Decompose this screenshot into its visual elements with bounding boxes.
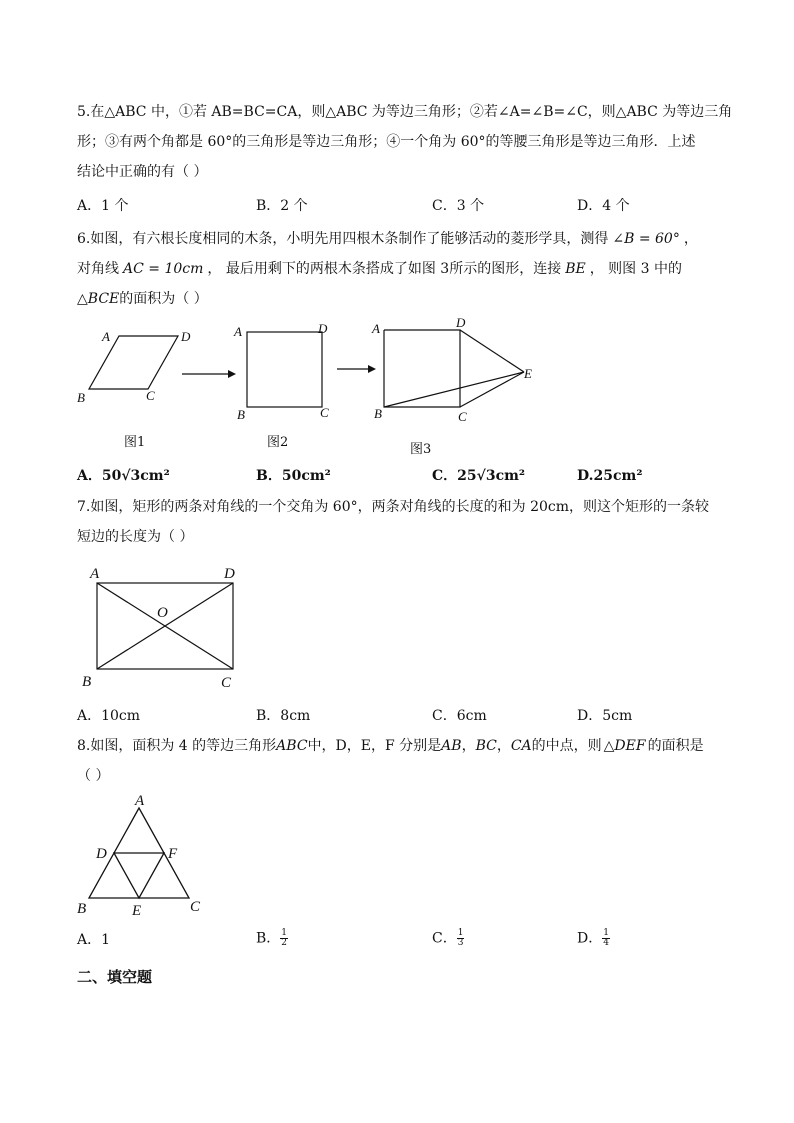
q8-label-c: C xyxy=(190,899,201,915)
q7-line-1: 7.如图，矩形的两条对角线的一个交角为 60°，两条对角线的长度的和为 20cm，则这个矩形的一条较 xyxy=(77,499,710,515)
fig2-label-a: A xyxy=(234,324,242,339)
q8-line-1 xyxy=(77,737,704,755)
q6-line-1-text: 6.如图，有六根长度相同的木条，小明先用四根木条制作了能够活动的菱形学具，测得 xyxy=(77,231,609,247)
fig3-label-a: A xyxy=(372,321,380,336)
q6-fig2-caption: 图2 xyxy=(267,435,289,450)
segment-be xyxy=(384,372,524,407)
q6-line-2-end: ， 则图 3 中的 xyxy=(589,261,682,277)
q6-line-1-comma: ， xyxy=(683,231,698,247)
q8-option-c xyxy=(432,929,464,948)
q5-option-c: C．3 个 xyxy=(432,198,485,214)
frac-den: 3 xyxy=(457,938,464,948)
q8-triangle-figure xyxy=(72,791,212,921)
q6-fig3-caption: 图3 xyxy=(410,442,432,457)
segment-ce xyxy=(460,372,524,407)
frac-num: 1 xyxy=(457,928,464,938)
fig3-label-e: E xyxy=(524,366,532,381)
q8-seg-bc: BC xyxy=(475,738,497,754)
q6-line-2-text: 对角线 xyxy=(77,261,119,277)
q8-option-d-prefix: D． xyxy=(577,930,603,947)
square-shape xyxy=(247,332,322,407)
q6-line-2-middle: ， 最后用剩下的两根木条搭成了如图 3所示的图形，连接 xyxy=(207,261,562,277)
q6-line-3-text: 的面积为（ ） xyxy=(119,291,208,307)
fig1-label-c: C xyxy=(146,388,155,403)
fig2-label-d: D xyxy=(318,321,328,336)
q6-figure-2-square xyxy=(228,318,338,428)
fig2-label-c: C xyxy=(320,405,329,420)
q6-line-3 xyxy=(77,290,208,308)
q5-option-a: A．1 个 xyxy=(77,198,129,214)
q5-line-1: 5.在△ABC 中，①若 AB=BC=CA，则△ABC 为等边三角形；②若∠A=∠B=∠C，则△ABC 为等边三角 xyxy=(77,104,733,120)
q8-line-2: （ ） xyxy=(77,768,110,784)
q8-text-e: 的中点，则 xyxy=(531,738,602,754)
q6-figure-3 xyxy=(370,315,540,425)
fig3-label-d: D xyxy=(456,315,466,330)
fig1-label-b: B xyxy=(77,390,85,405)
q5-line-3: 结论中正确的有（ ） xyxy=(77,164,208,180)
q8-option-c-prefix: C． xyxy=(432,930,457,947)
fig2-label-b: B xyxy=(237,407,245,422)
q7-label-b: B xyxy=(82,674,92,690)
q5-option-b: B．2 个 xyxy=(256,198,308,214)
q8-option-a: A．1 xyxy=(77,932,111,948)
q6-option-d: D.25cm² xyxy=(577,468,643,484)
q6-fig1-caption: 图1 xyxy=(124,435,146,450)
q8-text-f: 的面积是 xyxy=(647,738,704,754)
q8-label-e: E xyxy=(132,903,142,919)
frac-num: 1 xyxy=(603,928,609,938)
triangle-def xyxy=(114,853,164,898)
fig1-label-a: A xyxy=(102,329,110,344)
q7-label-o: O xyxy=(157,605,168,621)
section-heading-fill-in: 二、填空题 xyxy=(77,968,153,986)
segment-de xyxy=(460,330,524,372)
q8-triangle-def: △DEF xyxy=(603,738,646,754)
fig3-label-c: C xyxy=(458,409,467,424)
frac-den: 2 xyxy=(281,938,288,948)
q6-segment-be: BE xyxy=(565,261,586,277)
q8-text-d: ， xyxy=(496,738,511,754)
square-abcd xyxy=(384,330,460,407)
q8-seg-ab: AB xyxy=(441,738,462,754)
q7-option-c: C．6cm xyxy=(432,708,487,724)
q6-triangle-bce: △BCE xyxy=(77,291,120,307)
q7-label-c: C xyxy=(221,675,232,691)
q7-rectangle-figure xyxy=(80,563,250,693)
q7-option-a: A．10cm xyxy=(77,708,141,724)
q6-line-2 xyxy=(77,260,682,278)
q8-text-c: ， xyxy=(461,738,476,754)
q7-line-2: 短边的长度为（ ） xyxy=(77,529,194,545)
q8-fraction-one-third xyxy=(457,929,465,948)
q8-fraction-one-quarter xyxy=(602,929,610,948)
q6-option-a: A．50√3cm² xyxy=(77,468,170,484)
q8-option-b xyxy=(256,929,288,948)
q5-line-2: 形；③有两个角都是 60°的三角形是等边三角形；④一个角为 60°的等腰三角形是等边三角形．上述 xyxy=(77,134,696,150)
q8-label-a: A xyxy=(135,793,145,809)
q7-label-d: D xyxy=(224,566,235,582)
frac-num: 1 xyxy=(281,928,288,938)
q8-option-d xyxy=(577,929,610,948)
q6-line-1 xyxy=(77,230,698,248)
q8-option-b-prefix: B． xyxy=(256,930,281,947)
q8-label-d: D xyxy=(96,846,107,862)
q8-text-b: 中，D，E，F 分别是 xyxy=(307,738,442,754)
q8-triangle-abc: ABC xyxy=(276,738,308,754)
frac-den: 4 xyxy=(603,938,609,948)
q8-text-a: 8.如图，面积为 4 的等边三角形 xyxy=(77,738,277,754)
q8-label-b: B xyxy=(77,901,87,917)
q7-option-b: B．8cm xyxy=(256,708,311,724)
q6-angle-b: ∠B = 60° xyxy=(612,231,680,247)
q6-option-b: B．50cm² xyxy=(256,468,331,484)
q7-label-a: A xyxy=(90,566,100,582)
fig1-label-d: D xyxy=(181,329,191,344)
q8-seg-ca: CA xyxy=(510,738,532,754)
q5-option-d: D．4 个 xyxy=(577,198,630,214)
q6-option-c: C．25√3cm² xyxy=(432,468,526,484)
q7-option-d: D．5cm xyxy=(577,708,633,724)
q8-label-f: F xyxy=(168,846,178,862)
q6-diagonal-ac: AC = 10cm xyxy=(123,261,204,277)
fig3-label-b: B xyxy=(374,406,382,421)
q8-fraction-one-half xyxy=(280,929,288,948)
